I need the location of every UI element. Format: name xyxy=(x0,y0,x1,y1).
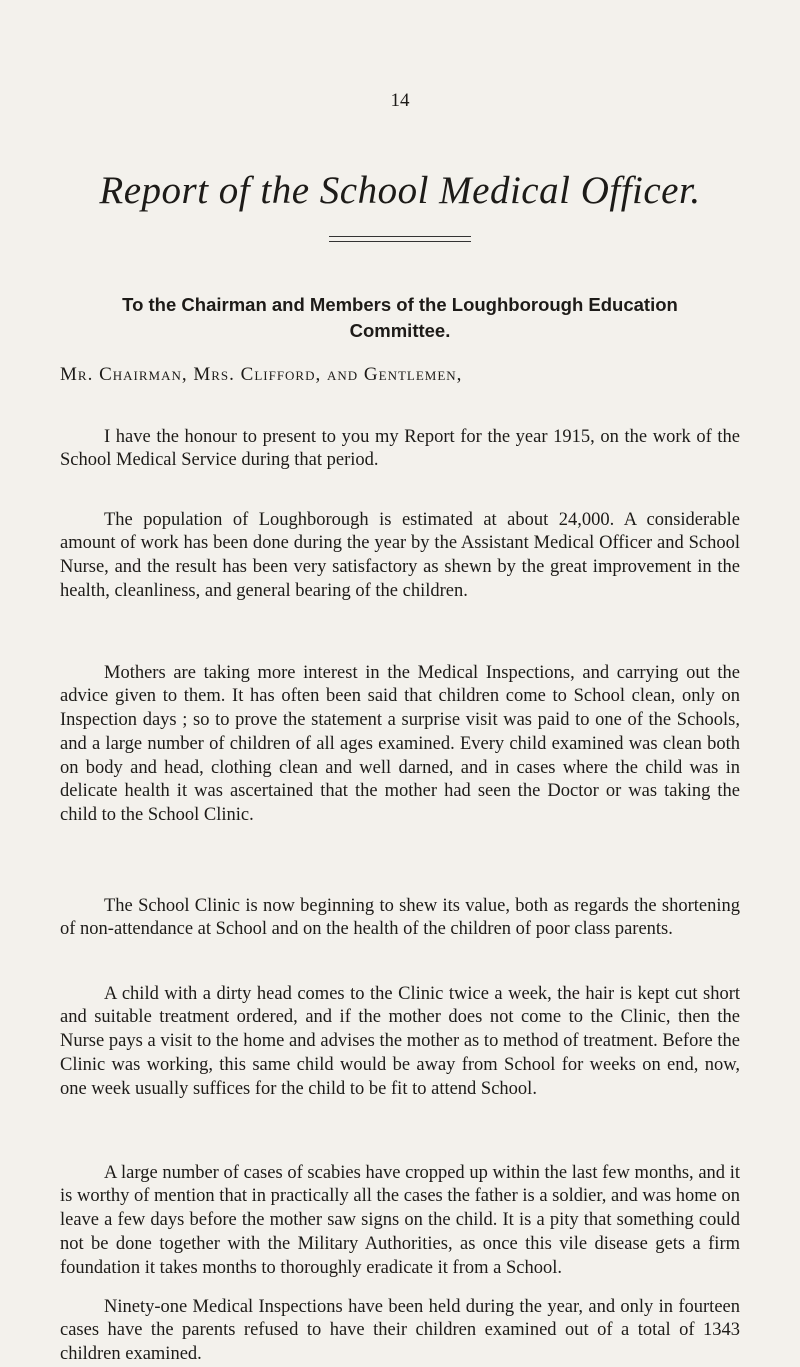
salutation: Mr. Chairman, Mrs. Clifford, and Gentlemen, xyxy=(60,364,463,385)
paragraph-dirty-head: A child with a dirty head comes to the Clinic twice a week, the hair is kept cut short and suitable treatment ordered, and if the mother does not come to the Clinic, then the Nurse pays a visit to the home and advises the mother as to method of treatment. Before the Clinic was working, this same child would be away from School for weeks on end, now, one week usually suffices for the child to be fit to attend School. xyxy=(60,983,740,1099)
paragraph-population: The population of Loughborough is estimated at about 24,000. A considerable amount of work has been done during the year by the Assistant Medical Officer and School Nurse, and the result has been very satisfactory as shewn by the great improvement in the health, cleanliness, and general bearing of the children. xyxy=(60,509,740,601)
paragraph-intro: I have the honour to present to you my Report for the year 1915, on the work of the School Medical Service during that period. xyxy=(60,426,740,471)
address-line-1: To the Chairman and Members of the Loughborough Education xyxy=(122,294,678,315)
address-line-2: Committee. xyxy=(349,320,451,341)
paragraph-scabies: A large number of cases of scabies have cropped up within the last few months, and it is worthy of mention that in practically all the cases the father is a soldier, and was home on leave a few days before the mother saw signs on the child. It is a pity that something could not be done together with the Military Authorities, as once this vile disease gets a firm foundation it takes months to thoroughly eradicate it from a School. xyxy=(60,1162,740,1278)
address-heading xyxy=(60,292,740,344)
paragraph-clinic: The School Clinic is now beginning to shew its value, both as regards the shortening of non-attendance at School and on the health of the children of poor class parents. xyxy=(60,895,740,940)
page-title: Report of the School Medical Officer. xyxy=(99,169,701,212)
paragraph-inspections: Ninety-one Medical Inspections have been held during the year, and only in fourteen cases have the parents refused to have their children examined out of a total of 1343 children examined. xyxy=(60,1296,740,1365)
paragraph-mothers: Mothers are taking more interest in the Medical Inspections, and carrying out the advice given to them. It has often been said that children come to School clean, only on Inspection days ; so to prove the statement a surprise visit was paid to one of the Schools, and a large number of children of all ages examined. Every child examined was clean both on body and head, clothing clean and well darned, and in cases where the child was in delicate health it was ascertained that the mother had seen the Doctor or was taking the child to the School Clinic. xyxy=(60,662,740,826)
page-number: 14 xyxy=(390,90,410,111)
title-divider xyxy=(329,236,471,242)
